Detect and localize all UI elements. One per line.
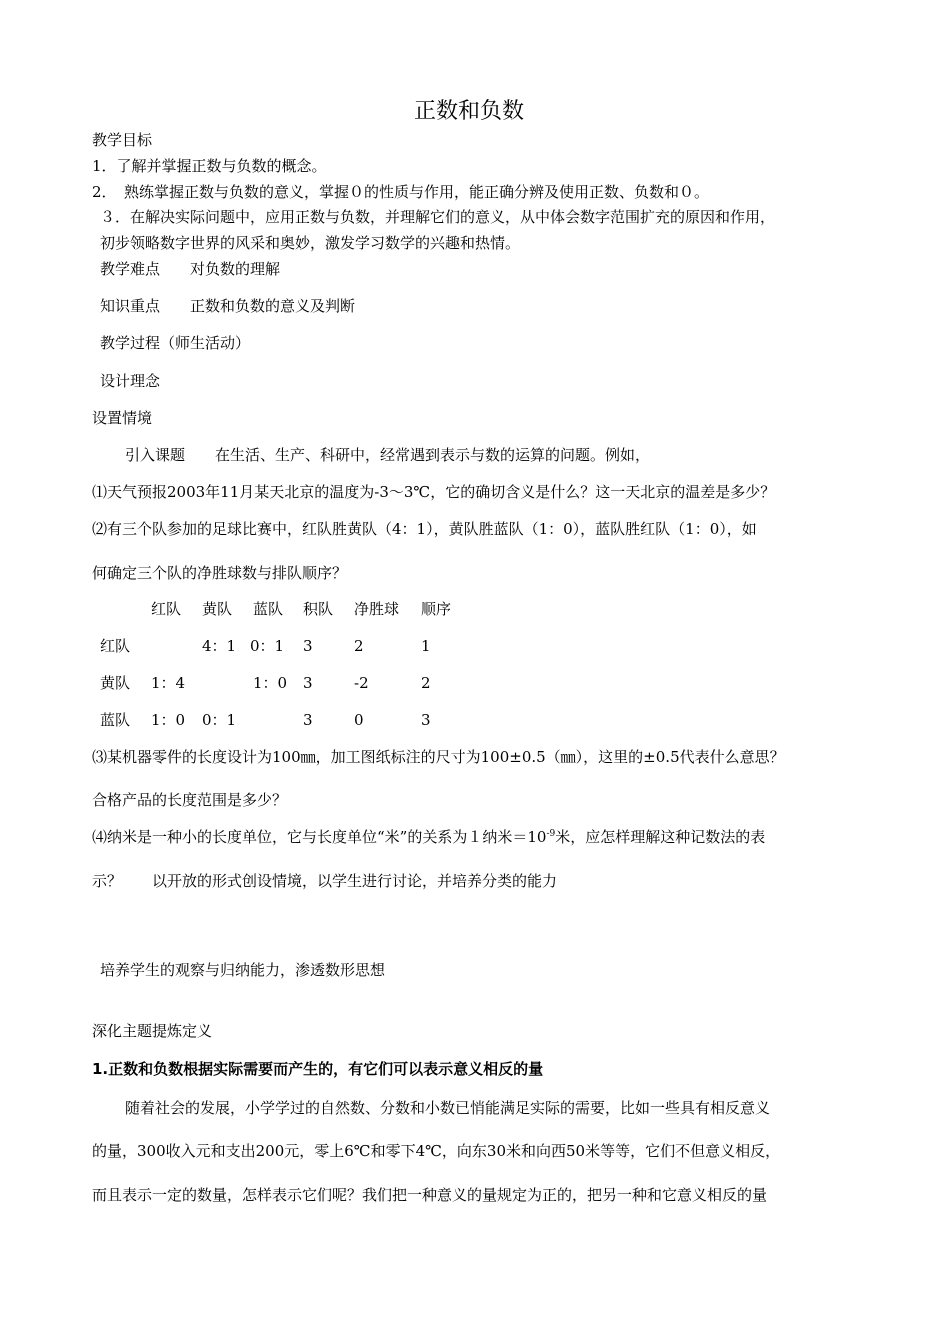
question-3-line-1: ⑶某机器零件的长度设计为100㎜，加工图纸标注的尺寸为100±0.5（㎜），这里的±0.5代表什么意思？ [92, 748, 785, 766]
question-4-text-before: ⑷纳米是一种小的长度单位，它与长度单位“米”的关系为１纳米＝10 [92, 828, 547, 846]
table-cell: 1 [421, 637, 431, 655]
table-header: 蓝队 [253, 600, 284, 618]
design-note: 培养学生的观察与归纳能力，渗透数形思想 [100, 961, 386, 979]
design-concept: 设计理念 [100, 372, 161, 390]
deepen-heading: 深化主题提炼定义 [92, 1022, 213, 1040]
question-4-text-after: 米，应怎样理解这种记数法的表 [555, 828, 766, 846]
paragraph-line-2: 的量，300收入元和支出200元，零上6℃和零下4℃，向东30米和向西50米等等，它们不但意义相反， [92, 1142, 781, 1160]
page-title: 正数和负数 [414, 99, 525, 124]
table-cell: 2 [354, 637, 364, 655]
question-2-line-2: 何确定三个队的净胜球数与排队顺序？ [92, 564, 348, 582]
teaching-difficulty: 教学难点 对负数的理解 [100, 260, 281, 278]
knowledge-key-point: 知识重点 正数和负数的意义及判断 [100, 297, 356, 315]
table-row-team: 蓝队 [100, 711, 131, 729]
goals-heading: 教学目标 [92, 131, 153, 149]
table-cell: 3 [303, 674, 313, 692]
question-3-line-2: 合格产品的长度范围是多少？ [92, 791, 288, 809]
table-row-team: 黄队 [100, 674, 131, 692]
definition-1: 1.正数和负数根据实际需要而产生的，有它们可以表示意义相反的量 [92, 1060, 544, 1078]
table-header: 净胜球 [354, 600, 400, 618]
table-row-team: 红队 [100, 637, 131, 655]
table-cell: 3 [303, 637, 313, 655]
table-cell: 0：1 [250, 637, 285, 655]
table-header: 黄队 [202, 600, 233, 618]
table-cell: 0：1 [202, 711, 237, 729]
table-header: 顺序 [421, 600, 452, 618]
goal-1: 1．了解并掌握正数与负数的概念。 [92, 157, 327, 175]
table-cell: 3 [303, 711, 313, 729]
table-cell: 1：0 [253, 674, 288, 692]
table-cell: 4：1 [202, 637, 237, 655]
scenario-heading: 设置情境 [92, 409, 153, 427]
paragraph-line-3: 而且表示一定的数量，怎样表示它们呢？我们把一种意义的量规定为正的，把另一种和它意义相反的量 [92, 1186, 768, 1204]
question-4-line-2: 示？ 以开放的形式创设情境，以学生进行讨论，并培养分类的能力 [92, 872, 558, 890]
table-cell: 1：4 [151, 674, 186, 692]
goal-3-line-1: ３．在解决实际问题中，应用正数与负数，并理解它们的意义，从中体会数字范围扩充的原因和作用， [100, 208, 776, 226]
table-cell: 3 [421, 711, 431, 729]
goal-2: 2． 熟练掌握正数与负数的意义，掌握０的性质与作用，能正确分辨及使用正数、负数和０。 [92, 183, 710, 201]
exponent: -9 [546, 829, 556, 839]
table-cell: 0 [354, 711, 364, 729]
table-cell: 1：0 [151, 711, 186, 729]
table-cell: 2 [421, 674, 431, 692]
paragraph-line-1: 随着社会的发展，小学学过的自然数、分数和小数已悄能满足实际的需要，比如一些具有相反意义 [125, 1099, 771, 1117]
intro-paragraph: 引入课题 在生活、生产、科研中，经常遇到表示与数的运算的问题。例如， [125, 446, 651, 464]
question-2-line-1: ⑵有三个队参加的足球比赛中，红队胜黄队（4：1），黄队胜蓝队（1：0），蓝队胜红队（1：0），如 [92, 520, 757, 538]
goal-3-line-2: 初步领略数字世界的风采和奥妙，激发学习数学的兴趣和热情。 [100, 234, 521, 252]
table-header: 红队 [151, 600, 182, 618]
question-1: ⑴天气预报2003年11月某天北京的温度为-3～3℃，它的确切含义是什么？这一天北京的温差是多少？ [92, 483, 776, 501]
table-header: 积队 [303, 600, 334, 618]
teaching-process: 教学过程（师生活动） [100, 334, 251, 352]
question-4-line-1 [92, 827, 765, 847]
table-cell: -2 [354, 674, 369, 692]
